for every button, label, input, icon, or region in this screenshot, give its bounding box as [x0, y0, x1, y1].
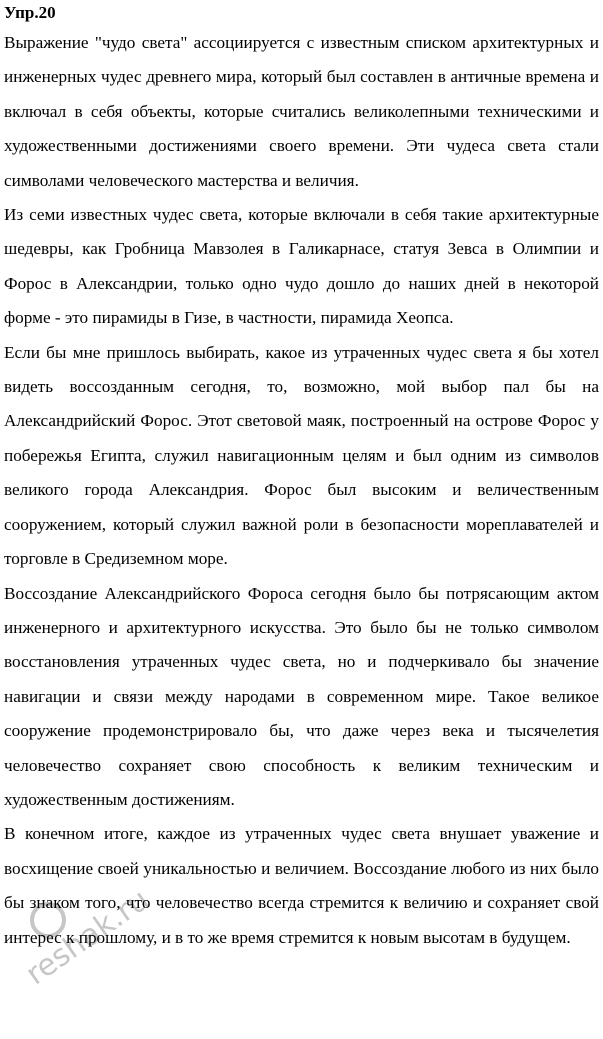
paragraph-1: Выражение "чудо света" ассоциируется с известным списком архитектурных и инженерных чудес древнего мира, который был составлен в античные времена и включал в себя объекты, которые считались великолепными техническими и художественными достижениями своего времени. Эти чудеса света стали символами человеческого мастерства и величия. — [4, 33, 599, 190]
svg-text:reshak.ru: reshak.ru — [19, 882, 156, 993]
paragraph-4: Воссоздание Александрийского Фороса сегодня было бы потрясающим актом инженерного и архитектурного искусства. Это было бы не только символом восстановления утраченных чудес света, но и подчеркивало бы значение навигации и связи между народами в современном мире. Такое великое сооружение продемонстрировало бы, что даже через века и тысячелетия человечество сохраняет свою способность к великим техническим и художественным достижениям. — [4, 583, 599, 809]
exercise-title: Упр.20 — [4, 3, 56, 22]
paragraph-2: Из семи известных чудес света, которые включали в себя такие архитектурные шедевры, как Гробница Мавзолея в Галикарнасе, статуя Зевса в Олимпии и Форос в Александрии, только одно чудо дошло до наших дней в некоторой форме - это пирамиды в Гизе, в частности, пирамида Хеопса. — [4, 205, 599, 328]
paragraph-3: Если бы мне пришлось выбирать, какое из утраченных чудес света я бы хотел видеть воссозданным сегодня, то, возможно, мой выбор пал бы на Александрийский Форос. Этот световой маяк, построенный на острове Форос у побережья Египта, служил навигационным целям и был одним из символов великого города Александрия. Форос был высоким и величественным сооружением, который служил важной роли в безопасности мореплавателей и торговле в Средиземном море. — [4, 342, 599, 569]
paragraph-5: В конечном итоге, каждое из утраченных чудес света внушает уважение и восхищение своей уникальностью и величием. Воссоздание любого из них было бы знаком того, что человечество всегда стремится к величию и сохраняет свой интерес к прошлому, и в то же время стремится к новым высотам в будущем. — [4, 824, 599, 947]
